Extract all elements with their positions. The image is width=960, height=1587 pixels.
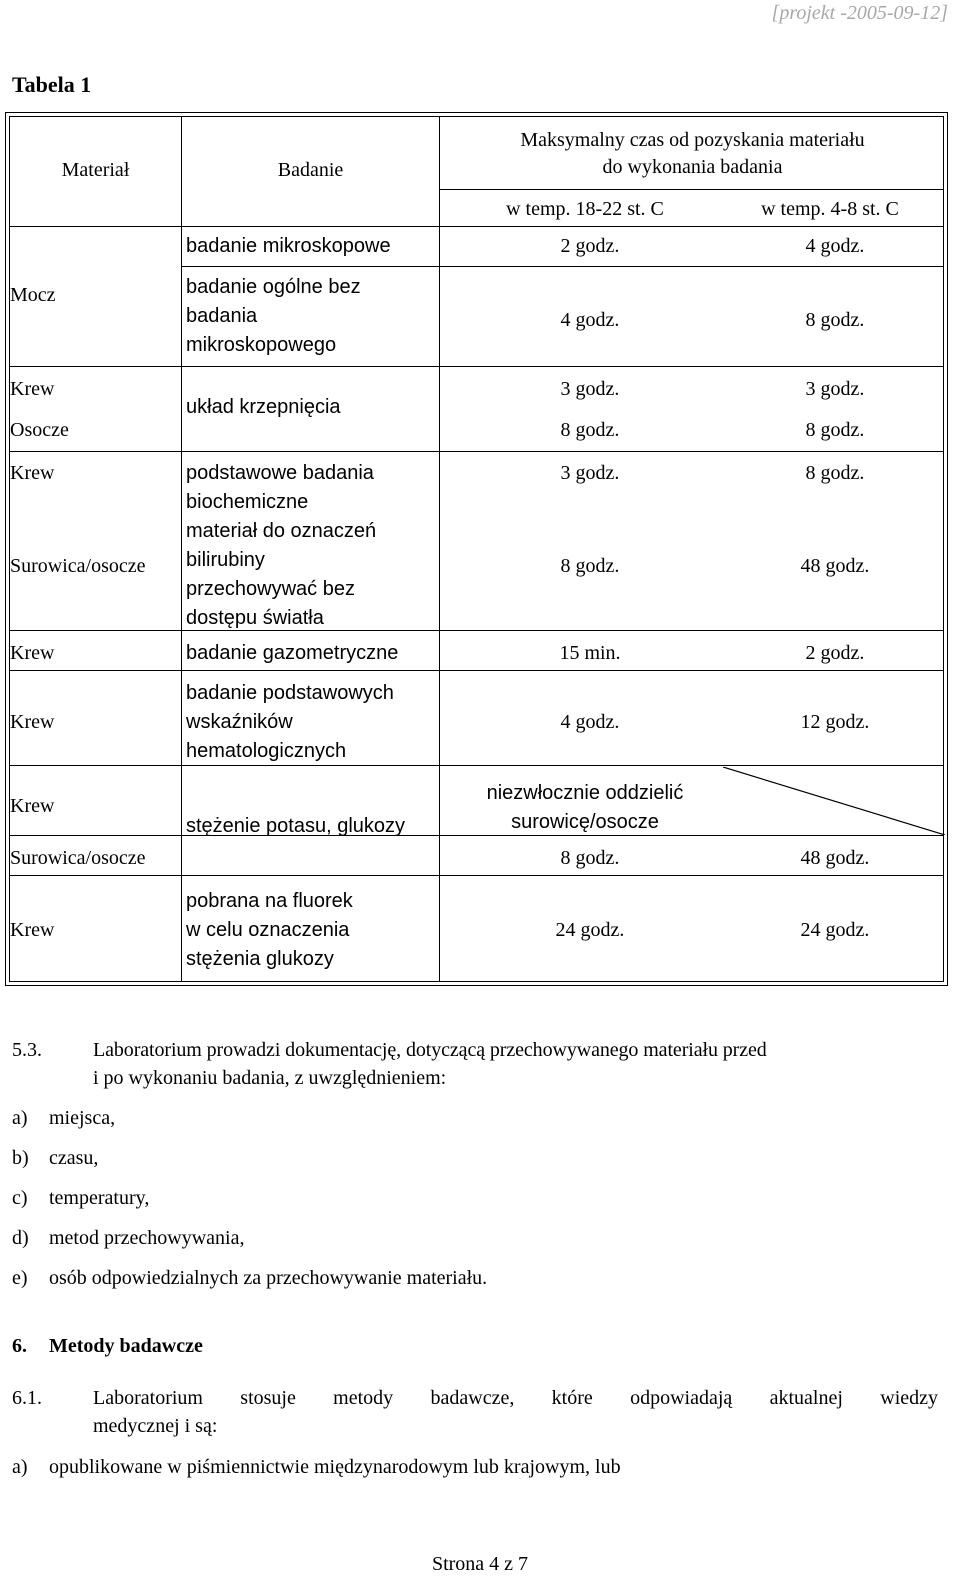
time-cold: 24 godz.	[800, 919, 870, 941]
list-letter: d)	[12, 1227, 29, 1249]
time-room: 8 godz.	[560, 419, 620, 441]
header-badanie: Badanie	[277, 159, 344, 181]
time-cold: 3 godz.	[805, 378, 865, 400]
material-name: Krew	[10, 711, 55, 733]
material-name: Osocze	[10, 419, 69, 441]
time-cold: 48 godz.	[800, 555, 870, 577]
time-cold: 2 godz.	[805, 642, 865, 664]
header-maxtime-line2: do wykonania badania	[602, 156, 783, 178]
material-name: Krew	[10, 642, 55, 664]
list-letter: b)	[12, 1147, 29, 1169]
test-name: przechowywać bez	[186, 578, 355, 600]
list-item: opublikowane w piśmiennictwie międzynarodowym lub krajowym, lub	[49, 1456, 621, 1478]
test-name: badania	[186, 305, 258, 327]
time-room: 3 godz.	[560, 462, 620, 484]
table-inner	[9, 116, 944, 982]
time-room: 15 min.	[559, 642, 621, 664]
header-bottom-rule	[10, 226, 943, 227]
time-cold: 12 godz.	[800, 711, 870, 733]
test-name: w celu oznaczenia	[186, 919, 350, 941]
empty-cell-diagonal	[723, 767, 945, 835]
section-6-1-text: medycznej i są:	[93, 1415, 218, 1437]
time-cold: 8 godz.	[805, 419, 865, 441]
test-name: biochemiczne	[186, 491, 309, 513]
test-name: wskaźników	[186, 711, 293, 733]
section-6-number: 6.	[12, 1335, 27, 1357]
list-item: czasu,	[49, 1147, 99, 1169]
row-rule	[10, 765, 943, 766]
time-room: 4 godz.	[560, 711, 620, 733]
time-room: 8 godz.	[560, 847, 620, 869]
col-divider-1	[181, 117, 182, 982]
test-name: badanie gazometryczne	[186, 642, 399, 664]
time-room: 2 godz.	[560, 235, 620, 257]
list-item: osób odpowiedzialnych za przechowywanie materiału.	[49, 1267, 488, 1289]
test-name: badanie ogólne bez	[186, 276, 361, 298]
header-subdivider	[439, 189, 943, 190]
header-temp-cold: w temp. 4-8 st. C	[761, 198, 899, 220]
row-rule	[10, 630, 943, 631]
section-6-title: Metody badawcze	[49, 1335, 203, 1357]
header-temp-room: w temp. 18-22 st. C	[506, 198, 664, 220]
time-cold: 8 godz.	[805, 309, 865, 331]
list-letter: a)	[12, 1107, 28, 1129]
time-room-note: surowicę/osocze	[511, 811, 659, 833]
section-6-1-number: 6.1.	[12, 1387, 42, 1409]
document-stamp: [projekt -2005-09-12]	[771, 2, 948, 24]
material-name: Surowica/osocze	[10, 555, 146, 577]
test-name: dostępu światła	[186, 607, 324, 629]
col-divider-2	[439, 117, 440, 982]
header-material: Materiał	[61, 159, 130, 181]
material-name: Krew	[10, 378, 55, 400]
time-room: 8 godz.	[560, 555, 620, 577]
test-name: podstawowe badania	[186, 462, 374, 484]
table-title: Tabela 1	[12, 72, 92, 97]
material-name: Krew	[10, 462, 55, 484]
material-name: Surowica/osocze	[10, 847, 146, 869]
test-name: badanie mikroskopowe	[186, 235, 391, 257]
test-name: stężenia glukozy	[186, 948, 334, 970]
material-name: Krew	[10, 919, 55, 941]
test-name: materiał do oznaczeń	[186, 520, 377, 542]
test-name: hematologicznych	[186, 740, 347, 762]
page-footer: Strona 4 z 7	[431, 1553, 529, 1575]
row-rule	[10, 875, 943, 876]
test-name: badanie podstawowych	[186, 682, 394, 704]
row-rule	[10, 451, 943, 452]
row-rule	[10, 670, 943, 671]
list-letter: c)	[12, 1187, 28, 1209]
row-rule	[181, 266, 943, 267]
storage-time-table	[5, 112, 948, 986]
list-letter: a)	[12, 1456, 28, 1478]
time-room-note: niezwłocznie oddzielić	[486, 782, 684, 804]
header-maxtime-line1: Maksymalny czas od pozyskania materiału	[520, 129, 865, 151]
section-5-3-number: 5.3.	[12, 1039, 42, 1061]
section-5-3-text: i po wykonaniu badania, z uwzględnieniem:	[93, 1067, 447, 1089]
time-cold: 48 godz.	[800, 847, 870, 869]
list-item: temperatury,	[49, 1187, 150, 1209]
list-letter: e)	[12, 1267, 28, 1289]
material-name: Mocz	[10, 284, 56, 306]
test-name: pobrana na fluorek	[186, 890, 353, 912]
time-room: 3 godz.	[560, 378, 620, 400]
time-room: 4 godz.	[560, 309, 620, 331]
test-name: stężenie potasu, glukozy	[186, 815, 406, 837]
section-5-3-text: Laboratorium prowadzi dokumentację, dotyczącą przechowywanego materiału przed	[93, 1039, 767, 1061]
row-rule	[10, 366, 943, 367]
time-room: 24 godz.	[555, 919, 625, 941]
time-cold: 4 godz.	[805, 235, 865, 257]
test-name: mikroskopowego	[186, 334, 337, 356]
section-6-1-text: Laboratorium stosuje metody badawcze, które odpowiadają aktualnej wiedzy	[93, 1387, 938, 1409]
list-item: metod przechowywania,	[49, 1227, 245, 1249]
time-cold: 8 godz.	[805, 462, 865, 484]
test-name: układ krzepnięcia	[186, 396, 341, 418]
list-item: miejsca,	[49, 1107, 116, 1129]
material-name: Krew	[10, 795, 55, 817]
test-name: bilirubiny	[186, 549, 265, 571]
